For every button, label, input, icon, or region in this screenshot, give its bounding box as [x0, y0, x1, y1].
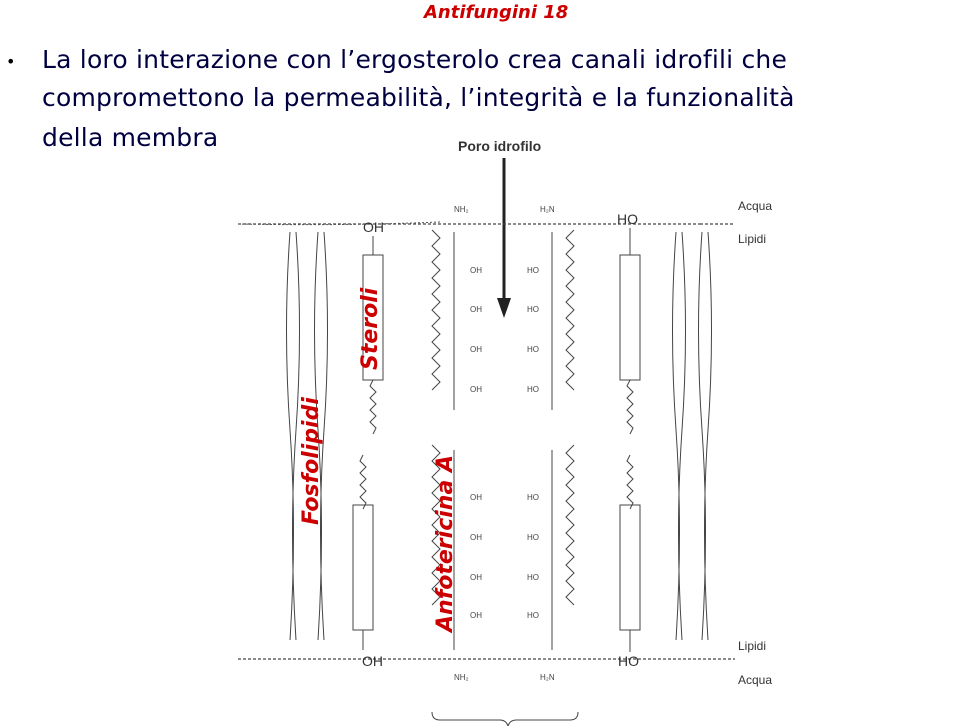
- label-amfotericina: Anfotericina A: [433, 455, 458, 632]
- oh-small: OH: [470, 305, 482, 314]
- label-water-top: Acqua: [738, 199, 773, 213]
- amphotericin-polyene-top-right: [566, 230, 574, 390]
- ho-small: HO: [527, 345, 539, 354]
- bullet-line-1: La loro interazione con l’ergosterolo crea canali idrofili che: [42, 45, 788, 74]
- sterol-ring-box-bottom-right: [620, 505, 640, 630]
- oh-small: OH: [470, 611, 482, 620]
- slide-title: Antifungini 18: [424, 2, 569, 23]
- bullet-line-3: della membra: [42, 123, 219, 152]
- nh2-bottom: NH₂: [454, 673, 469, 682]
- pore-arrow-head-icon: [497, 298, 511, 318]
- nh2-top: NH₂: [454, 205, 469, 214]
- ho-small: HO: [527, 493, 539, 502]
- pore-label: Poro idrofilo: [458, 138, 542, 154]
- pore-bracket: [432, 712, 578, 726]
- ho-small: HO: [527, 385, 539, 394]
- h2n-top: H₂N: [540, 205, 555, 214]
- label-steroli: Steroli: [358, 287, 383, 370]
- pore-hydroxyl-groups: [470, 266, 539, 620]
- sterol-tail-top: [370, 380, 376, 434]
- oh-small: OH: [470, 493, 482, 502]
- phospholipids-right: [673, 232, 712, 640]
- label-fosfolipidi: Fosfolipidi: [299, 397, 324, 525]
- ho-small: HO: [527, 611, 539, 620]
- sterol-oh-top: OH: [363, 219, 384, 235]
- sterol-ho-top: HO: [617, 211, 638, 227]
- ho-small: HO: [527, 533, 539, 542]
- label-water-bottom: Acqua: [738, 673, 773, 687]
- h2n-bottom: H₂N: [540, 673, 555, 682]
- label-lipids-bottom: Lipidi: [738, 639, 767, 653]
- sterol-ring-box-top-right: [620, 255, 640, 380]
- oh-small: OH: [470, 266, 482, 275]
- sterol-tail-bottom-right: [627, 455, 633, 509]
- amphotericin-polyene-top-left: [432, 230, 440, 390]
- ho-small: HO: [527, 266, 539, 275]
- sterol-oh-bottom: OH: [362, 653, 383, 669]
- label-lipids-top: Lipidi: [738, 232, 767, 246]
- amphotericin-polyene-bottom-right: [566, 445, 574, 605]
- bullet-line-2: compromettono la permeabilità, l’integrità e la funzionalità: [42, 83, 795, 112]
- sterol-tail-top-right: [627, 380, 633, 434]
- ho-small: HO: [527, 305, 539, 314]
- sterol-ho-bottom: HO: [618, 653, 639, 669]
- oh-small: OH: [470, 533, 482, 542]
- figure-backdrop: [228, 128, 628, 188]
- oh-small: OH: [470, 385, 482, 394]
- sterol-tail-bottom: [360, 455, 366, 509]
- sterol-ring-box-bottom: [353, 505, 373, 630]
- oh-small: OH: [470, 573, 482, 582]
- oh-small: OH: [470, 345, 482, 354]
- ho-small: HO: [527, 573, 539, 582]
- bullet-dot-icon: •: [6, 52, 16, 71]
